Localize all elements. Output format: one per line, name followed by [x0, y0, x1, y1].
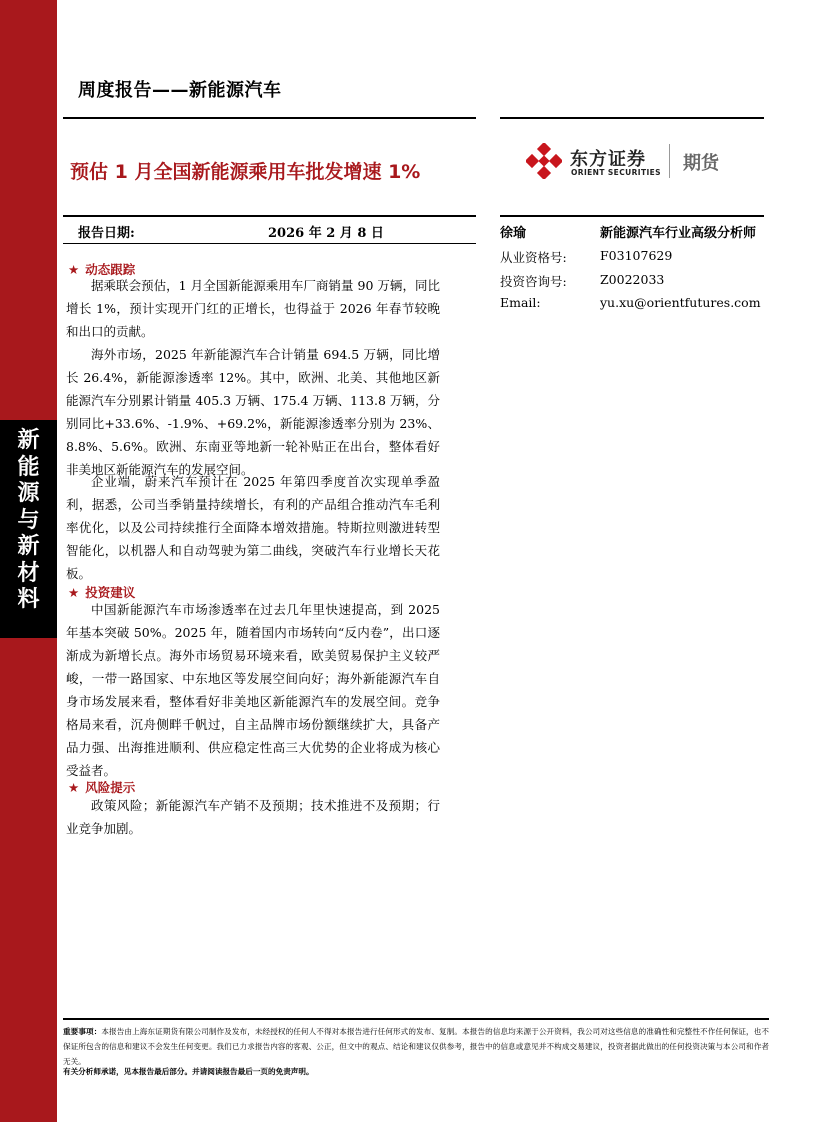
footer-notice: 有关分析师承诺，见本报告最后部分。并请阅读报告最后一页的免责声明。 [63, 1067, 314, 1076]
sidebar-char: 新 [17, 428, 40, 453]
date-rule-top [63, 215, 476, 217]
analyst-consult-label: 投资咨询号: [500, 274, 567, 289]
paragraph: 中国新能源汽车市场渗透率在过去几年里快速提高，到 2025 年基本突破 50%。2025 年，随着国内市场转向“反内卷”，出口逐渐成为新增长点。海外市场贸易环境来看，欧美贸易保护主义较严峻，一带一路国家、中东地区等发展空间向好；海外新能源汽车自身市场发展来看，整体看好非美地区新能源汽车的发展空间。竞争格局来看，沉舟侧畔千帆过，自主品牌市场份额继续扩大，具备产品力强、出海推进顺利、供应稳定性高三大优势的企业将成为核心受益者。 [66, 602, 440, 778]
header-rule-right [500, 117, 764, 119]
footer-rule [63, 1018, 769, 1020]
analyst-email-link[interactable]: yu.xu@orientfutures.com [600, 295, 761, 310]
section-heading-text: 投资建议 [85, 585, 136, 600]
company-logo [526, 140, 766, 182]
paragraph: 政策风险；新能源汽车产销不及预期；技术推进不及预期；行业竞争加剧。 [66, 798, 440, 836]
section-heading-text: 动态跟踪 [85, 262, 136, 277]
logo-text-cn: 东方证券 [570, 149, 646, 170]
analyst-role: 新能源汽车行业高级分析师 [600, 226, 757, 241]
analyst-qualification-value: F03107629 [600, 248, 673, 263]
footer-text: 本报告由上海东证期货有限公司制作及发布，未经授权的任何人不得对本报告进行任何形式的发布、复制。本报告的信息均来源于公开资料，我公司对这些信息的准确性和完整性不作任何保证，也不保证所包含的信息和建议不会发生任何变更。我们已力求报告内容的客观、公正，但文中的观点、结论和建议仅供参考，报告中的信息或意见并不构成交易建议，投资者据此做出的任何投资决策与本公司和作者无关。 [63, 1027, 769, 1066]
sidebar-char: 料 [17, 587, 40, 612]
analyst-name: 徐瑜 [500, 226, 527, 241]
header-title: 周度报告——新能源汽车 [78, 80, 282, 101]
report-date-label: 报告日期: [78, 226, 135, 241]
star-icon: ★ [68, 780, 80, 795]
star-icon: ★ [68, 262, 80, 277]
sidebar-char: 新 [17, 534, 40, 559]
analyst-email-label: Email: [500, 295, 541, 310]
report-date-value: 2026 年 2 月 8 日 [268, 226, 384, 241]
footer-label: 重要事项： [63, 1027, 102, 1036]
section-heading-text: 风险提示 [85, 780, 136, 795]
analyst-qualification-label: 从业资格号: [500, 250, 567, 265]
paragraph: 据乘联会预估，1 月全国新能源乘用车厂商销量 90 万辆，同比增长 1%，预计实现开门红的正增长，也得益于 2026 年春节较晚和出口的贡献。 [66, 278, 440, 339]
logo-separator [669, 144, 670, 178]
logo-text-en: ORIENT SECURITIES [571, 168, 661, 177]
paragraph: 企业端，蔚来汽车预计在 2025 年第四季度首次实现单季盈利，据悉，公司当季销量持续增长，有利的产品组合推动汽车毛利率优化，以及公司持续推行全面降本增效措施。特斯拉则激进转型智能化，以机器人和自动驾驶为第二曲线，突破汽车行业增长天花板。 [66, 474, 440, 581]
logo-suffix: 期货 [683, 153, 719, 174]
report-title: 预估 1 月全国新能源乘用车批发增速 1% [70, 161, 421, 183]
star-icon: ★ [68, 585, 80, 600]
logo-mark-icon [526, 143, 562, 179]
sidebar-char: 源 [17, 481, 40, 506]
footer-disclaimer [63, 1024, 769, 1069]
date-rule-bottom [63, 243, 476, 244]
sidebar-char: 与 [17, 507, 40, 533]
sidebar-char: 能 [17, 454, 40, 480]
analyst-consult-value: Z0022033 [600, 272, 665, 287]
analyst-rule-top [500, 215, 764, 217]
sidebar-category-label [0, 428, 57, 614]
paragraph: 海外市场，2025 年新能源汽车合计销量 694.5 万辆，同比增长 26.4%，新能源渗透率 12%。其中，欧洲、北美、其他地区新能源汽车分别累计销量 405.3 万辆、175.4 万辆、113.8 万辆，分别同比+33.6%、-1.9%、+69.2%，新能源渗透率分别为 23%、8.8%、5.6%。欧洲、东南亚等地新一轮补贴正在出台，整体看好非美地区新能源汽车的发展空间。 [66, 347, 440, 477]
header-rule-left [63, 117, 476, 119]
sidebar-char: 材 [17, 560, 40, 586]
